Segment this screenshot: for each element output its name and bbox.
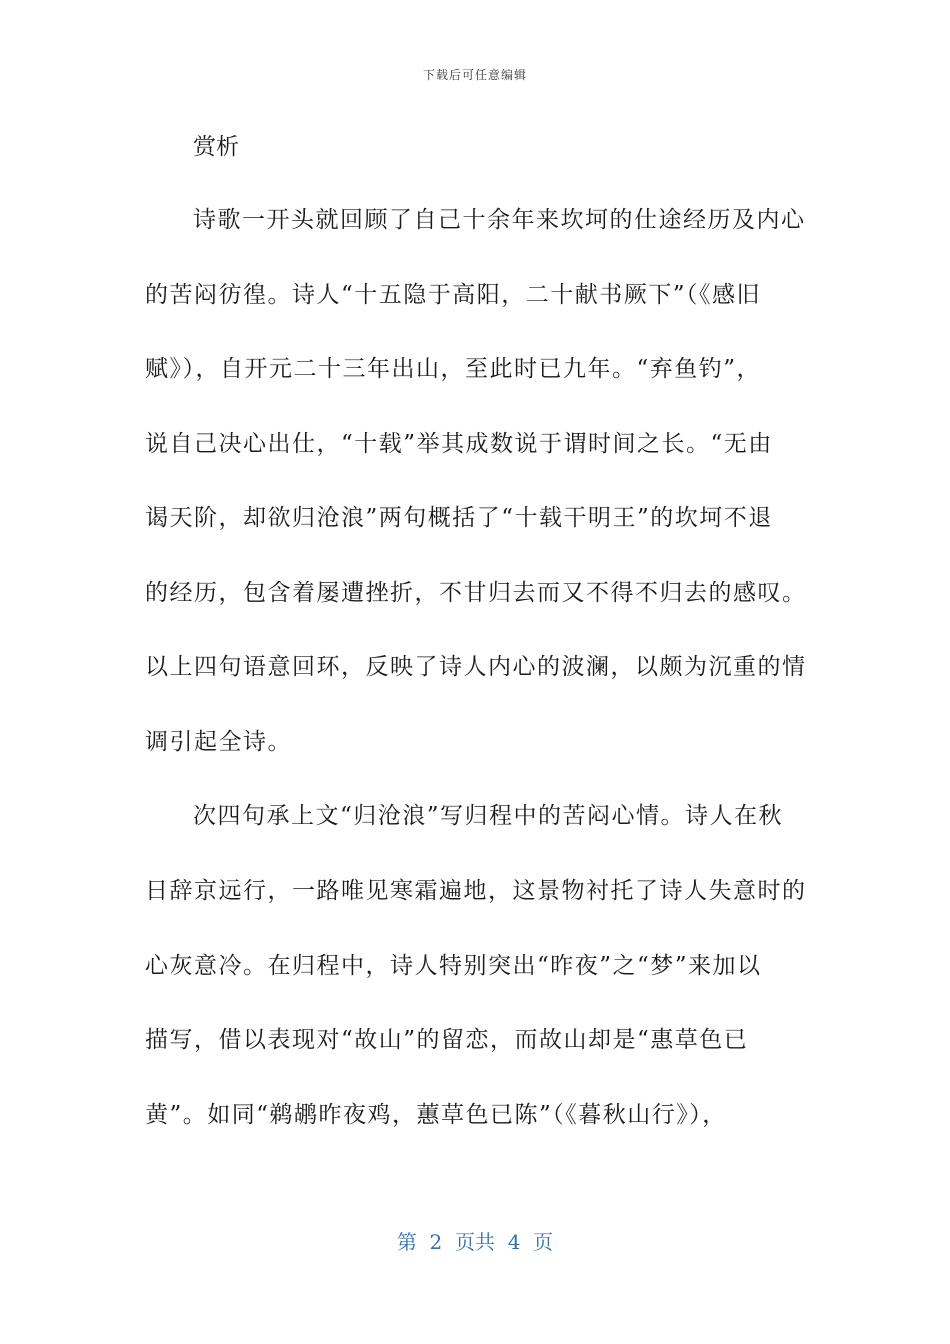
paragraph-1-line-3: 赋》），自开元二十三年出山，至此时已九年。“弃鱼钓”， xyxy=(145,356,762,382)
paragraph-2-line-2: 日辞京远行，一路唯见寒霜遍地，这景物衬托了诗人失意时的 xyxy=(145,878,807,904)
paragraph-2-line-4: 描写，借以表现对“故山”的留恋，而故山却是“惠草色已 xyxy=(145,1027,749,1053)
paragraph-1-line-4: 说自己决心出仕，“十载”举其成数说于谓时间之长。“无由 xyxy=(145,431,773,457)
section-title: 赏析 xyxy=(193,134,239,160)
paragraph-1-line-6: 的经历，包含着屡遭挫折，不甘归去而又不得不归去的感叹。 xyxy=(145,580,807,606)
paragraph-1-line-2: 的苦闷彷徨。诗人“十五隐于高阳，二十献书厥下”（《感旧 xyxy=(145,282,762,308)
paragraph-2-line-3: 心灰意冷。在归程中，诗人特别突出“昨夜”之“梦”来加以 xyxy=(145,953,762,979)
paragraph-2-line-1: 次四句承上文“归沧浪”写归程中的苦闷心情。诗人在秋 xyxy=(193,803,784,829)
paragraph-1-line-1: 诗歌一开头就回顾了自己十余年来坎坷的仕途经历及内心 xyxy=(193,207,806,233)
page-number-footer: 第 2 页共 4 页 xyxy=(396,1230,554,1254)
header-note: 下载后可任意编辑 xyxy=(422,68,527,82)
paragraph-1-line-8: 调引起全诗。 xyxy=(145,729,292,755)
paragraph-2-line-5: 黄”。如同“鹈鹕昨夜鸡，蕙草色已陈”（《暮秋山行》）， xyxy=(145,1102,727,1128)
paragraph-1-line-5: 谒天阶，却欲归沧浪”两句概括了“十载干明王”的坎坷不退 xyxy=(145,505,773,531)
paragraph-1-line-7: 以上四句语意回环，反映了诗人内心的波澜，以颇为沉重的情 xyxy=(145,654,807,680)
